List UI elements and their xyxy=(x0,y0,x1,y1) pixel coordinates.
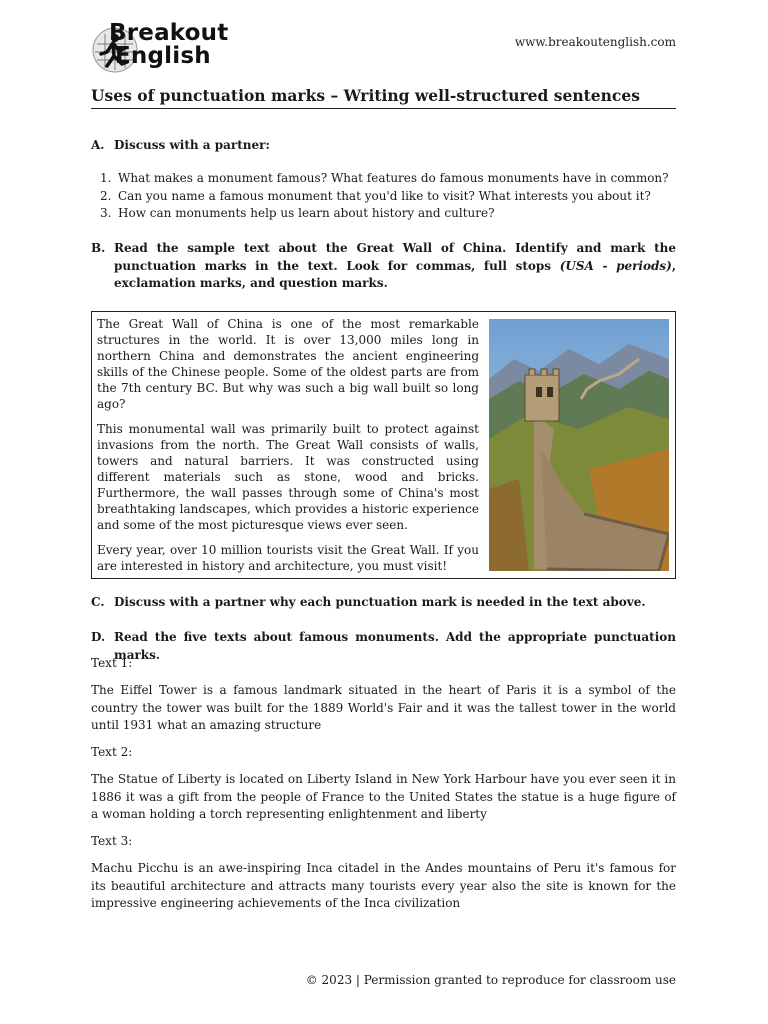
great-wall-photo xyxy=(489,319,669,571)
discussion-questions xyxy=(91,170,676,223)
sample-paragraph: This monumental wall was primarily built to protect against invasions from the north. The Great Wall consists of walls, towers and natural barriers. It was constructed using different materials such as stone, wood and bricks. Furthermore, the wall passes through some of China's most breathtaking landscapes, which provides a historic experience and some of the most picturesque views ever seen. xyxy=(97,422,479,532)
section-a-heading xyxy=(91,137,676,155)
sample-paragraph: The Great Wall of China is one of the most remarkable structures in the world. It is over 13,000 miles long in northern China and demonstrates the ancient engineering skills of the Chinese people. Some of the oldest parts are from the 7th century BC. But why was such a big wall built so long ago? xyxy=(97,317,479,411)
logo-line2: English xyxy=(115,43,211,69)
unpunctuated-text: Machu Picchu is an awe-inspiring Inca citadel in the Andes mountains of Peru it's famous for its beautiful architecture and attracts many tourists every year also the site is known for the impressive engineering achievements of the Inca civilization xyxy=(91,861,676,910)
heading-italic: (USA - periods) xyxy=(559,258,672,273)
section-letter: C. xyxy=(91,595,105,609)
section-c-heading xyxy=(91,594,676,612)
question-number: 2. xyxy=(100,188,112,203)
section-heading-text xyxy=(114,240,676,293)
unpunctuated-text: The Eiffel Tower is a famous landmark situated in the heart of Paris it is a symbol of the country the tower was built for the 1889 World's Fair and it was the tallest tower in the world until 1931 what an amazing structure xyxy=(91,683,676,732)
text-label: Text 1: xyxy=(91,656,133,670)
worksheet-page xyxy=(91,0,676,1024)
unpunctuated-text: The Statue of Liberty is located on Liberty Island in New York Harbour have you ever seen it in 1886 it was a gift from the people of France to the United States the statue is a huge figure of a woman holding a torch representing enlightenment and liberty xyxy=(91,772,676,821)
section-letter: B. xyxy=(91,241,106,255)
question-text: Can you name a famous monument that you'd like to visit? What interests you about it? xyxy=(118,188,651,203)
question-item xyxy=(91,205,676,223)
question-text: How can monuments help us learn about history and culture? xyxy=(118,206,495,220)
sample-text xyxy=(97,316,479,583)
section-letter: A. xyxy=(91,138,105,152)
website-url: www.breakoutenglish.com xyxy=(514,35,676,49)
question-item xyxy=(91,170,676,188)
great-wall-illustration xyxy=(489,319,669,571)
question-number: 1. xyxy=(100,171,112,185)
page-title: Uses of punctuation marks – Writing well-structured sentences xyxy=(91,86,676,109)
text-label: Text 3: xyxy=(91,834,133,848)
sample-paragraph: Every year, over 10 million tourists visit the Great Wall. If you are interested in history and architecture, you must visit! xyxy=(97,543,479,573)
section-heading-text: Discuss with a partner: xyxy=(114,138,270,152)
sample-text-box xyxy=(91,311,676,579)
copyright-footer: © 2023 | Permission granted to reproduce for classroom use xyxy=(305,973,676,987)
section-heading-text: Discuss with a partner why each punctuation mark is needed in the text above. xyxy=(114,595,646,609)
section-heading-text: Read the five texts about famous monuments. Add the appropriate punctuation marks. xyxy=(114,630,676,662)
question-number: 3. xyxy=(100,206,112,220)
question-item xyxy=(91,188,676,206)
heading-part2: , exclamation marks, and question marks. xyxy=(114,258,676,290)
heading-part1: Read the sample text about the Great Wall of China. Identify and mark the punctuation marks in the text. Look for commas, full stops xyxy=(114,241,676,273)
logo-wordmark xyxy=(109,22,228,68)
section-b-heading xyxy=(91,240,676,293)
logo-line1: Breakout xyxy=(109,20,229,46)
text-label: Text 2: xyxy=(91,745,133,759)
breakout-english-logo xyxy=(91,20,251,76)
section-letter: D. xyxy=(91,630,106,644)
question-text: What makes a monument famous? What features do famous monuments have in common? xyxy=(118,171,669,185)
